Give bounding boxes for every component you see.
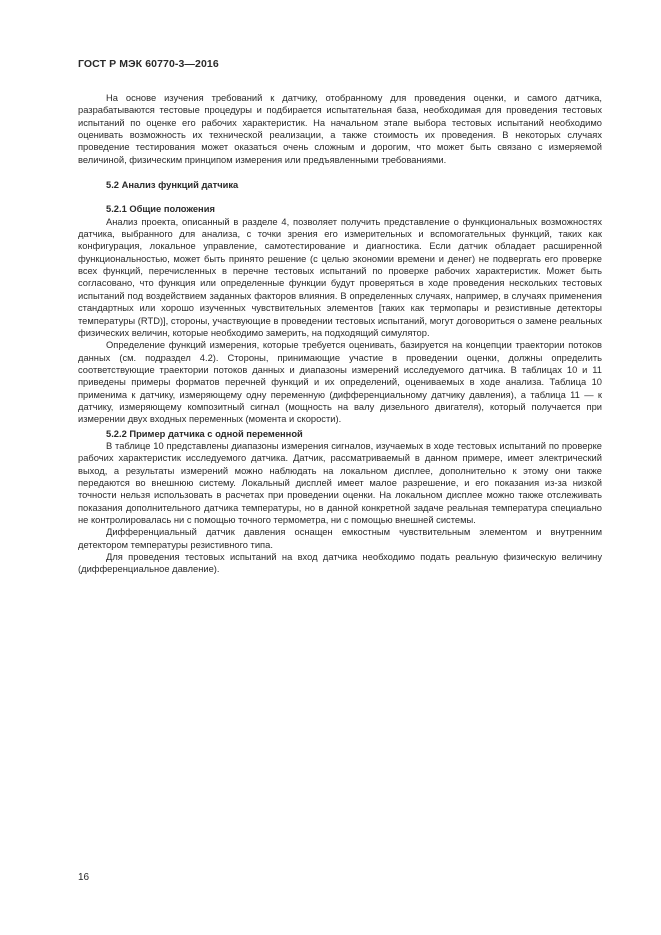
paragraph-5-2-2-c: Для проведения тестовых испытаний на вход датчика необходимо подать реальную физическую величину (дифференциальное давление).: [78, 552, 602, 575]
paragraph-5-2-1-a: Анализ проекта, описанный в разделе 4, позволяет получить представление о функциональных возможностях датчика, выбранного для анализа, с точки зрения его измерительных и вспомогательных функций, таких как конфигурация, локальное управление, самотестирование и диагностика. Если датчик обладает расширенной функциональностью, может быть принято решение (с целью экономии времени и денег) не подвергать его проверке всех функций, перечисленных в перечне тестовых испытаний по проверке рабочих характеристик. Может быть согласовано, что функция или определенные функции будут проверяться в ходе проведения нескольких тестовых испытаний под воздействием заданных факторов влияния. В определенных случаях, например, в случаях применения стандартных или хорошо изученных чувствительных элементов [таких как термопары и резистивные детекторы температуры (RTD)], стороны, участвующие в проведении тестовых испытаний, могут договориться о замене реальных физических величин, которые необходимо замерить, на подходящий симулятор.: [78, 216, 602, 338]
paragraph-5-2-2-a: В таблице 10 представлены диапазоны измерения сигналов, изучаемых в ходе тестовых испытаний по проверке рабочих характеристик исследуемого датчика. Датчик, рассматриваемый в данном примере, имеет электрический выход, а результаты измерений можно наблюдать на локальном дисплее, дополнительно к этому они также передаются во внешнюю систему. Локальный дисплей имеет малое разрешение, и его показания из-за низкой точности нельзя использовать в расчетах при проведении оценки. На локальном дисплее можно также отслеживать показания дополнительного датчика температуры, но в данной конкретной задаче реальная температура специально не контролировалась ни с помощью точного термометра, ни с помощью внешней системы.: [78, 440, 602, 525]
section-5-2-1-heading: 5.2.1 Общие положения: [106, 204, 215, 215]
section-5-2-heading: 5.2 Анализ функций датчика: [106, 180, 239, 191]
page-number: 16: [78, 872, 90, 883]
paragraph-5-2-2-b: Дифференциальный датчик давления оснащен емкостным чувствительным элементом и внутренним детектором температуры резистивного типа.: [78, 527, 602, 550]
intro-paragraph: На основе изучения требований к датчику, отобранному для проведения оценки, и самого датчика, разрабатываются тестовые процедуры и подбирается испытательная база, необходимая для проведения тестовых испытаний по оценке его рабочих характеристик. На начальном этапе выбора тестовых испытаний необходимо оценивать возможность их технической реализации, а также стоимость их проведения. В некоторых случаях проведение тестирования может оказаться очень сложным и дорогим, что может быть связано с измеряемой величиной, физическим принципом измерения или предъявленными требованиями.: [78, 93, 602, 165]
section-5-2-2-heading: 5.2.2 Пример датчика с одной переменной: [106, 428, 303, 439]
page-content: [78, 92, 602, 576]
standard-header: ГОСТ Р МЭК 60770-3—2016: [78, 58, 219, 70]
paragraph-5-2-1-b: Определение функций измерения, которые требуется оценивать, базируется на концепции траектории потоков данных (см. подраздел 4.2). Стороны, принимающие участие в проведении оценки, должны определить соответствующие траектории потоков данных и диапазоны измерений исследуемого датчика. В таблицах 10 и 11 приведены примеры форматов перечней функций и их определений, оцениваемых в ходе анализа. Таблица 10 применима к датчику, измеряющему одну переменную (дифференциальному датчику давления), а таблица 11 — к датчику, измеряющему композитный сигнал (мощность на валу дизельного двигателя), который получается при измерении двух входных переменных (момента и скорости).: [78, 340, 602, 425]
